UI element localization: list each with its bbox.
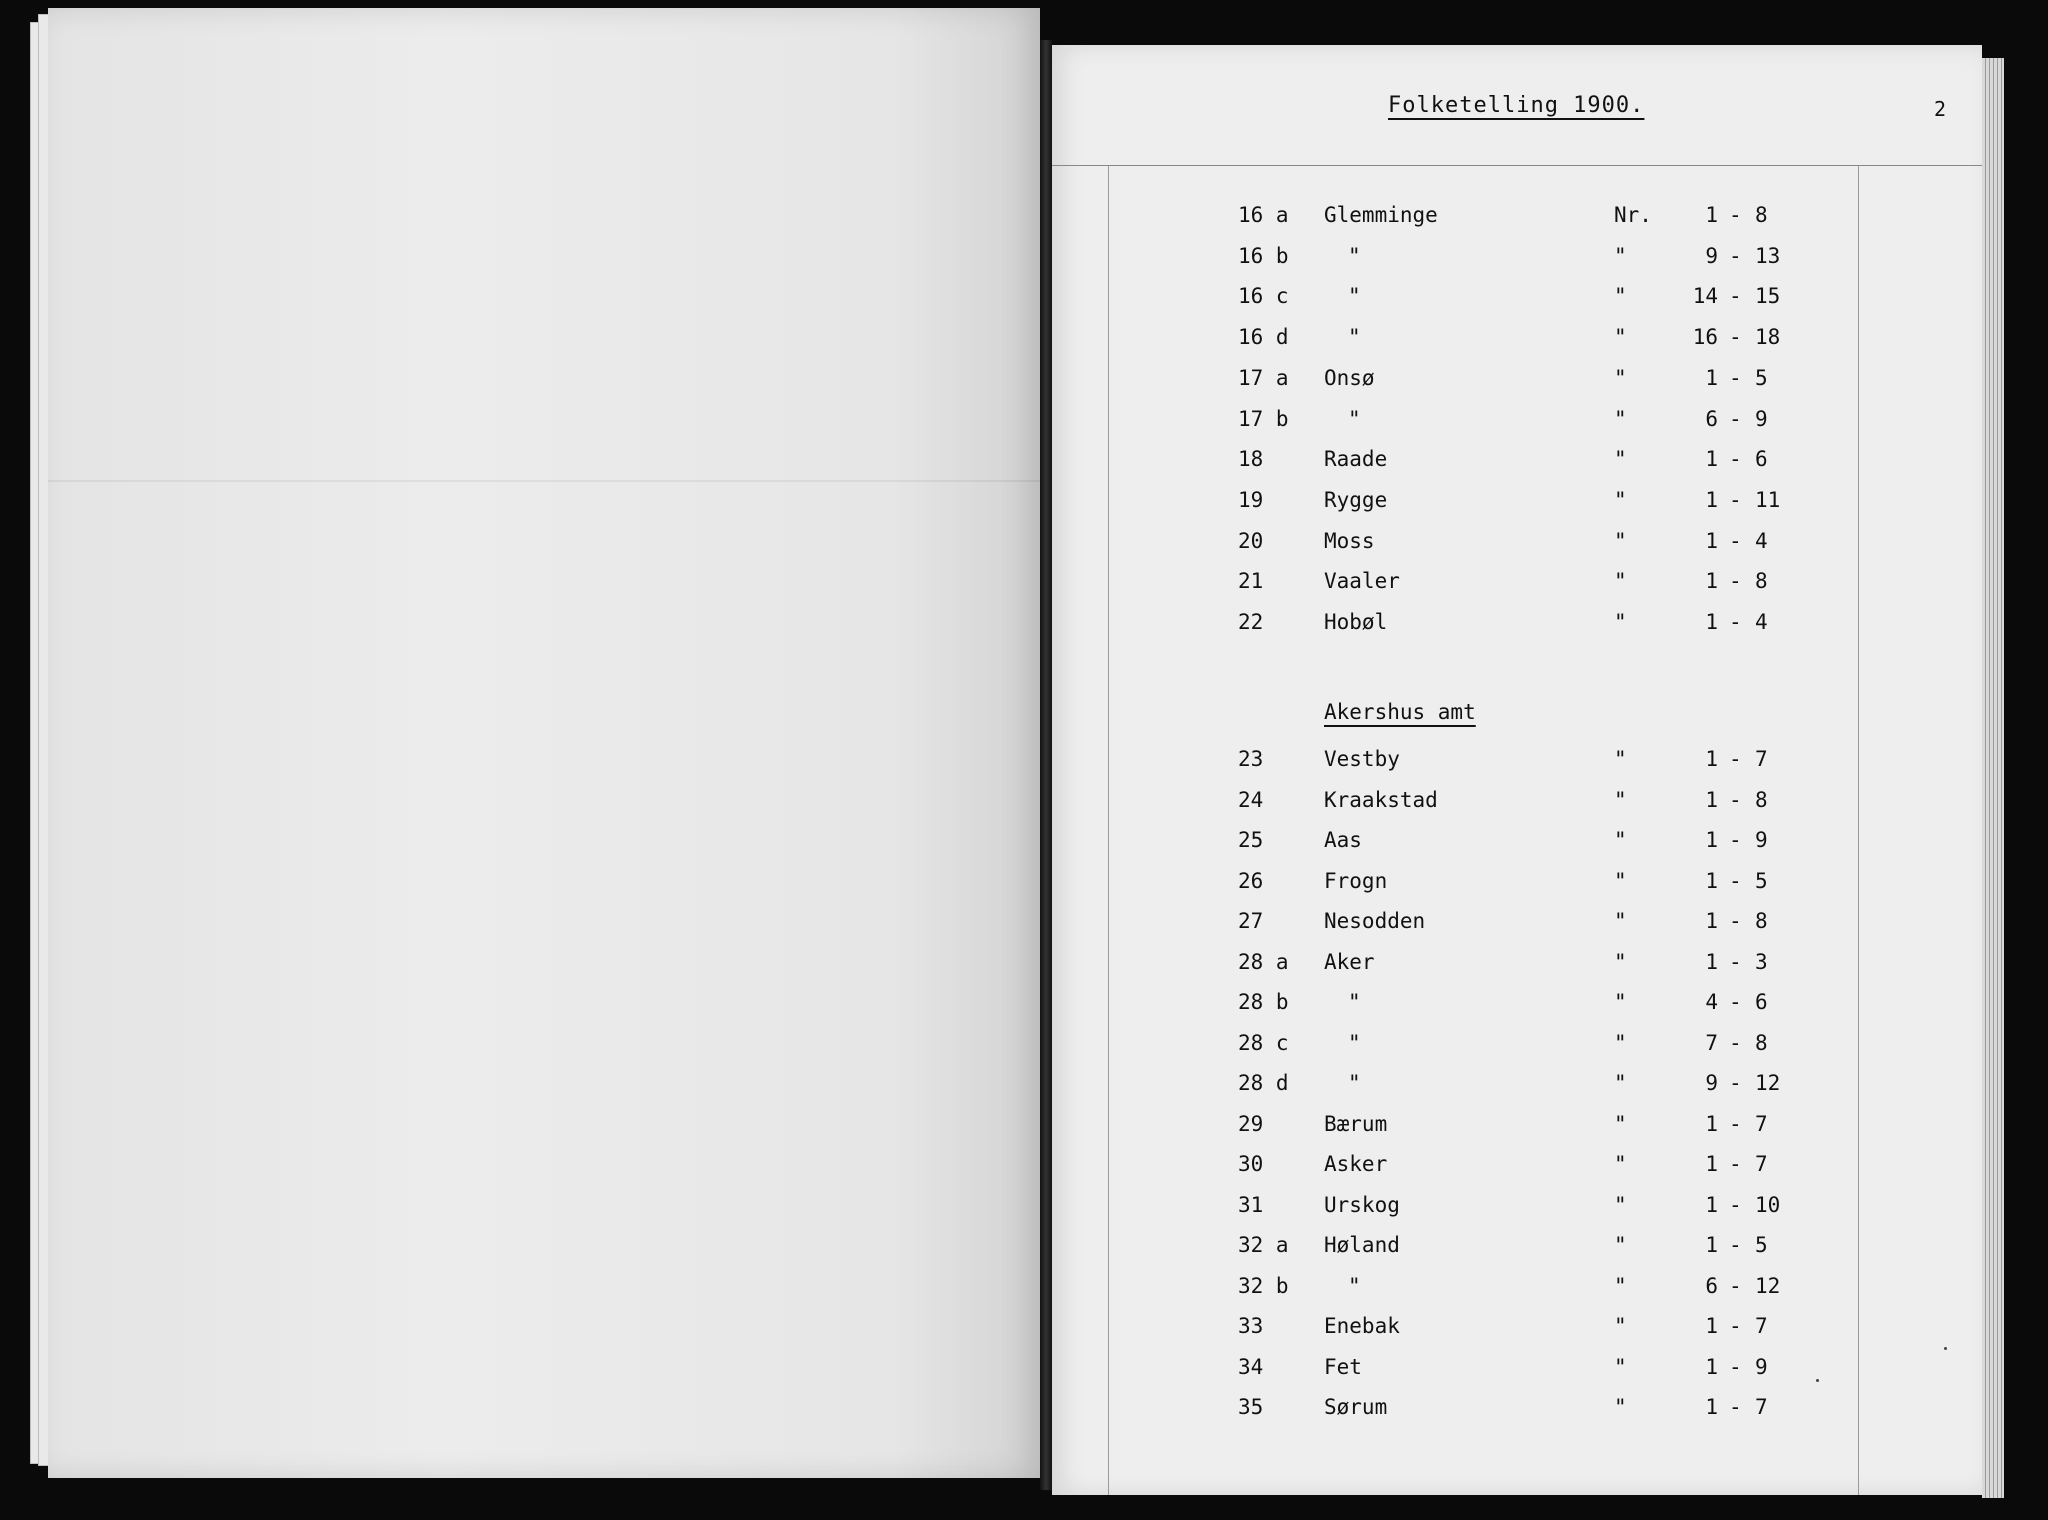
row-range-end: 6	[1755, 990, 1768, 1014]
row-number: 21	[1238, 569, 1264, 594]
row-place-name: "	[1348, 325, 1361, 350]
row-range-start: 1	[1705, 447, 1718, 472]
row-range-dash: -	[1729, 569, 1742, 594]
row-nr-label: "	[1614, 365, 1627, 390]
row-range-start: 1	[1705, 610, 1718, 634]
row-place-name: Bærum	[1324, 1111, 1388, 1136]
row-range-dash: -	[1729, 1233, 1742, 1257]
row-range-end: 12	[1755, 1071, 1781, 1095]
row-number: 18	[1238, 447, 1264, 472]
table-row	[1052, 1071, 1982, 1103]
table-row	[1052, 869, 1982, 901]
table-row	[1052, 950, 1982, 982]
row-number: 33	[1238, 1314, 1264, 1338]
row-range-dash: -	[1729, 1152, 1742, 1176]
table-row	[1052, 1031, 1982, 1063]
row-range-end: 6	[1755, 447, 1768, 472]
row-place-name: Vestby	[1324, 747, 1400, 771]
row-nr-label: "	[1614, 1192, 1627, 1217]
table-row	[1052, 325, 1982, 357]
row-nr-label: "	[1614, 528, 1627, 553]
row-place-name: "	[1348, 243, 1361, 268]
page-number: 2	[1934, 97, 1947, 121]
row-place-name: Sørum	[1324, 1395, 1388, 1419]
row-nr-label: "	[1614, 447, 1627, 472]
row-nr-label: "	[1614, 1314, 1627, 1338]
table-row	[1052, 488, 1982, 520]
row-range-start: 6	[1705, 406, 1718, 431]
row-number: 28 a	[1238, 949, 1289, 974]
table-row	[1052, 828, 1982, 860]
row-range-end: 18	[1755, 325, 1781, 350]
table-row	[1052, 284, 1982, 316]
row-range-dash: -	[1729, 1071, 1742, 1095]
row-nr-label: "	[1614, 1152, 1627, 1176]
row-range-end: 10	[1755, 1192, 1781, 1217]
right-page	[1052, 45, 1982, 1495]
table-row	[1052, 407, 1982, 439]
row-nr-label: "	[1614, 787, 1627, 812]
table-row	[1052, 569, 1982, 601]
row-number: 27	[1238, 909, 1264, 933]
row-range-dash: -	[1729, 868, 1742, 893]
row-range-start: 1	[1705, 747, 1718, 771]
row-number: 26	[1238, 868, 1264, 893]
row-range-end: 9	[1755, 828, 1768, 852]
row-place-name: Raade	[1324, 447, 1388, 472]
row-place-name: "	[1348, 1071, 1361, 1095]
row-range-dash: -	[1729, 1395, 1742, 1419]
row-range-start: 1	[1705, 203, 1718, 227]
row-place-name: "	[1348, 284, 1361, 309]
row-number: 35	[1238, 1395, 1264, 1419]
row-range-start: 14	[1692, 284, 1718, 309]
row-range-end: 8	[1755, 569, 1768, 594]
table-row	[1052, 1233, 1982, 1265]
row-nr-label: "	[1614, 1273, 1627, 1298]
table-row	[1052, 529, 1982, 561]
row-nr-label: "	[1614, 990, 1627, 1014]
row-place-name: "	[1348, 406, 1361, 431]
row-range-dash: -	[1729, 447, 1742, 472]
table-row	[1052, 1314, 1982, 1346]
row-range-dash: -	[1729, 284, 1742, 309]
row-range-dash: -	[1729, 528, 1742, 553]
row-range-end: 7	[1755, 1314, 1768, 1338]
row-range-start: 1	[1705, 487, 1718, 512]
row-number: 19	[1238, 487, 1264, 512]
row-number: 28 b	[1238, 990, 1289, 1014]
row-range-dash: -	[1729, 406, 1742, 431]
row-nr-label: "	[1614, 284, 1627, 309]
row-range-start: 1	[1705, 868, 1718, 893]
row-place-name: "	[1348, 1273, 1361, 1298]
row-range-end: 13	[1755, 243, 1781, 268]
row-range-dash: -	[1729, 610, 1742, 634]
row-number: 16 d	[1238, 325, 1289, 350]
row-range-dash: -	[1729, 949, 1742, 974]
row-range-start: 7	[1705, 1030, 1718, 1055]
row-range-dash: -	[1729, 365, 1742, 390]
row-range-dash: -	[1729, 990, 1742, 1014]
row-range-end: 9	[1755, 1354, 1768, 1379]
row-range-start: 16	[1692, 325, 1718, 350]
row-place-name: Kraakstad	[1324, 787, 1438, 812]
row-place-name: Enebak	[1324, 1314, 1400, 1338]
row-number: 16 c	[1238, 284, 1289, 309]
row-range-end: 8	[1755, 909, 1768, 933]
row-place-name: Aker	[1324, 949, 1375, 974]
table-row	[1052, 909, 1982, 941]
row-range-start: 6	[1705, 1273, 1718, 1298]
row-range-start: 1	[1705, 1152, 1718, 1176]
paper-speck	[1816, 1379, 1819, 1382]
row-nr-label: "	[1614, 325, 1627, 350]
row-nr-label: "	[1614, 1111, 1627, 1136]
row-place-name: Aas	[1324, 828, 1362, 852]
row-place-name: Høland	[1324, 1233, 1400, 1257]
table-row	[1052, 747, 1982, 779]
row-range-dash: -	[1729, 487, 1742, 512]
row-nr-label: "	[1614, 1354, 1627, 1379]
row-place-name: Hobøl	[1324, 610, 1388, 634]
row-number: 34	[1238, 1354, 1264, 1379]
table-row	[1052, 1112, 1982, 1144]
page-fold-line	[48, 480, 1040, 482]
row-place-name: Rygge	[1324, 487, 1388, 512]
row-range-dash: -	[1729, 828, 1742, 852]
table-row	[1052, 1355, 1982, 1387]
row-number: 17 a	[1238, 365, 1289, 390]
row-number: 31	[1238, 1192, 1264, 1217]
table-row	[1052, 788, 1982, 820]
row-range-start: 1	[1705, 365, 1718, 390]
row-nr-label: "	[1614, 747, 1627, 771]
row-range-start: 1	[1705, 1395, 1718, 1419]
row-number: 32 a	[1238, 1233, 1289, 1257]
row-range-start: 1	[1705, 1233, 1718, 1257]
row-nr-label: "	[1614, 1030, 1627, 1055]
row-nr-label: "	[1614, 828, 1627, 852]
table-row	[1052, 244, 1982, 276]
book-spine	[1040, 40, 1052, 1490]
row-range-dash: -	[1729, 787, 1742, 812]
table-row	[1052, 1152, 1982, 1184]
row-number: 17 b	[1238, 406, 1289, 431]
row-range-end: 11	[1755, 487, 1781, 512]
row-nr-label: "	[1614, 243, 1627, 268]
row-range-start: 1	[1705, 949, 1718, 974]
row-range-dash: -	[1729, 1192, 1742, 1217]
row-place-name: Vaaler	[1324, 569, 1400, 594]
row-range-end: 5	[1755, 1233, 1768, 1257]
row-range-end: 8	[1755, 787, 1768, 812]
row-range-dash: -	[1729, 909, 1742, 933]
row-number: 29	[1238, 1111, 1264, 1136]
row-nr-label: "	[1614, 949, 1627, 974]
row-nr-label: "	[1614, 569, 1627, 594]
row-nr-label: "	[1614, 487, 1627, 512]
page-stack-edge-right	[1982, 58, 2004, 1498]
row-number: 20	[1238, 528, 1264, 553]
row-range-dash: -	[1729, 1273, 1742, 1298]
table-row	[1052, 990, 1982, 1022]
row-number: 16 a	[1238, 203, 1289, 227]
row-number: 30	[1238, 1152, 1264, 1176]
row-range-start: 1	[1705, 1192, 1718, 1217]
row-place-name: Nesodden	[1324, 909, 1426, 933]
row-place-name: Fet	[1324, 1354, 1362, 1379]
row-range-end: 7	[1755, 1395, 1768, 1419]
row-range-dash: -	[1729, 1111, 1742, 1136]
row-place-name: Urskog	[1324, 1192, 1400, 1217]
row-number: 24	[1238, 787, 1264, 812]
row-place-name: Onsø	[1324, 365, 1375, 390]
row-nr-label: "	[1614, 1071, 1627, 1095]
row-number: 25	[1238, 828, 1264, 852]
row-range-start: 1	[1705, 828, 1718, 852]
row-range-end: 7	[1755, 1152, 1768, 1176]
section-heading: Akershus amt	[1324, 700, 1476, 724]
row-number: 28 d	[1238, 1071, 1289, 1095]
row-range-end: 8	[1755, 203, 1768, 227]
row-nr-label: "	[1614, 406, 1627, 431]
row-range-end: 5	[1755, 868, 1768, 893]
paper-speck	[1944, 1347, 1947, 1350]
row-range-end: 7	[1755, 747, 1768, 771]
row-range-end: 7	[1755, 1111, 1768, 1136]
row-range-start: 1	[1705, 528, 1718, 553]
row-range-end: 9	[1755, 406, 1768, 431]
row-range-dash: -	[1729, 747, 1742, 771]
row-range-start: 1	[1705, 787, 1718, 812]
row-range-start: 1	[1705, 1111, 1718, 1136]
row-nr-label: "	[1614, 909, 1627, 933]
row-range-dash: -	[1729, 243, 1742, 268]
row-place-name: Frogn	[1324, 868, 1388, 893]
row-number: 28 c	[1238, 1030, 1289, 1055]
row-range-dash: -	[1729, 325, 1742, 350]
row-range-start: 1	[1705, 909, 1718, 933]
row-place-name: Asker	[1324, 1152, 1388, 1176]
table-row	[1052, 447, 1982, 479]
row-nr-label: "	[1614, 1395, 1627, 1419]
row-place-name: Moss	[1324, 528, 1375, 553]
table-row	[1052, 1395, 1982, 1427]
table-row	[1052, 1274, 1982, 1306]
table-row	[1052, 366, 1982, 398]
row-range-start: 1	[1705, 569, 1718, 594]
left-page	[48, 8, 1040, 1478]
row-range-end: 12	[1755, 1273, 1781, 1298]
row-range-end: 8	[1755, 1030, 1768, 1055]
row-range-start: 1	[1705, 1314, 1718, 1338]
row-range-start: 9	[1705, 1071, 1718, 1095]
row-range-end: 15	[1755, 284, 1781, 309]
row-number: 23	[1238, 747, 1264, 771]
row-number: 16 b	[1238, 243, 1289, 268]
row-range-end: 4	[1755, 610, 1768, 634]
row-range-end: 3	[1755, 949, 1768, 974]
row-range-dash: -	[1729, 1354, 1742, 1379]
row-range-start: 1	[1705, 1354, 1718, 1379]
row-place-name: "	[1348, 1030, 1361, 1055]
row-range-dash: -	[1729, 1030, 1742, 1055]
header-rule	[1052, 165, 1982, 166]
row-range-start: 9	[1705, 243, 1718, 268]
table-row	[1052, 610, 1982, 642]
row-nr-label: Nr.	[1614, 203, 1652, 227]
page-title: Folketelling 1900.	[1388, 93, 1645, 118]
row-range-dash: -	[1729, 203, 1742, 227]
row-range-dash: -	[1729, 1314, 1742, 1338]
row-number: 22	[1238, 610, 1264, 634]
row-nr-label: "	[1614, 868, 1627, 893]
table-row	[1052, 1193, 1982, 1225]
row-place-name: Glemminge	[1324, 203, 1438, 227]
row-range-end: 4	[1755, 528, 1768, 553]
row-number: 32 b	[1238, 1273, 1289, 1298]
row-place-name: "	[1348, 990, 1361, 1014]
row-nr-label: "	[1614, 610, 1627, 634]
row-nr-label: "	[1614, 1233, 1627, 1257]
row-range-end: 5	[1755, 365, 1768, 390]
table-row	[1052, 203, 1982, 235]
row-range-start: 4	[1705, 990, 1718, 1014]
